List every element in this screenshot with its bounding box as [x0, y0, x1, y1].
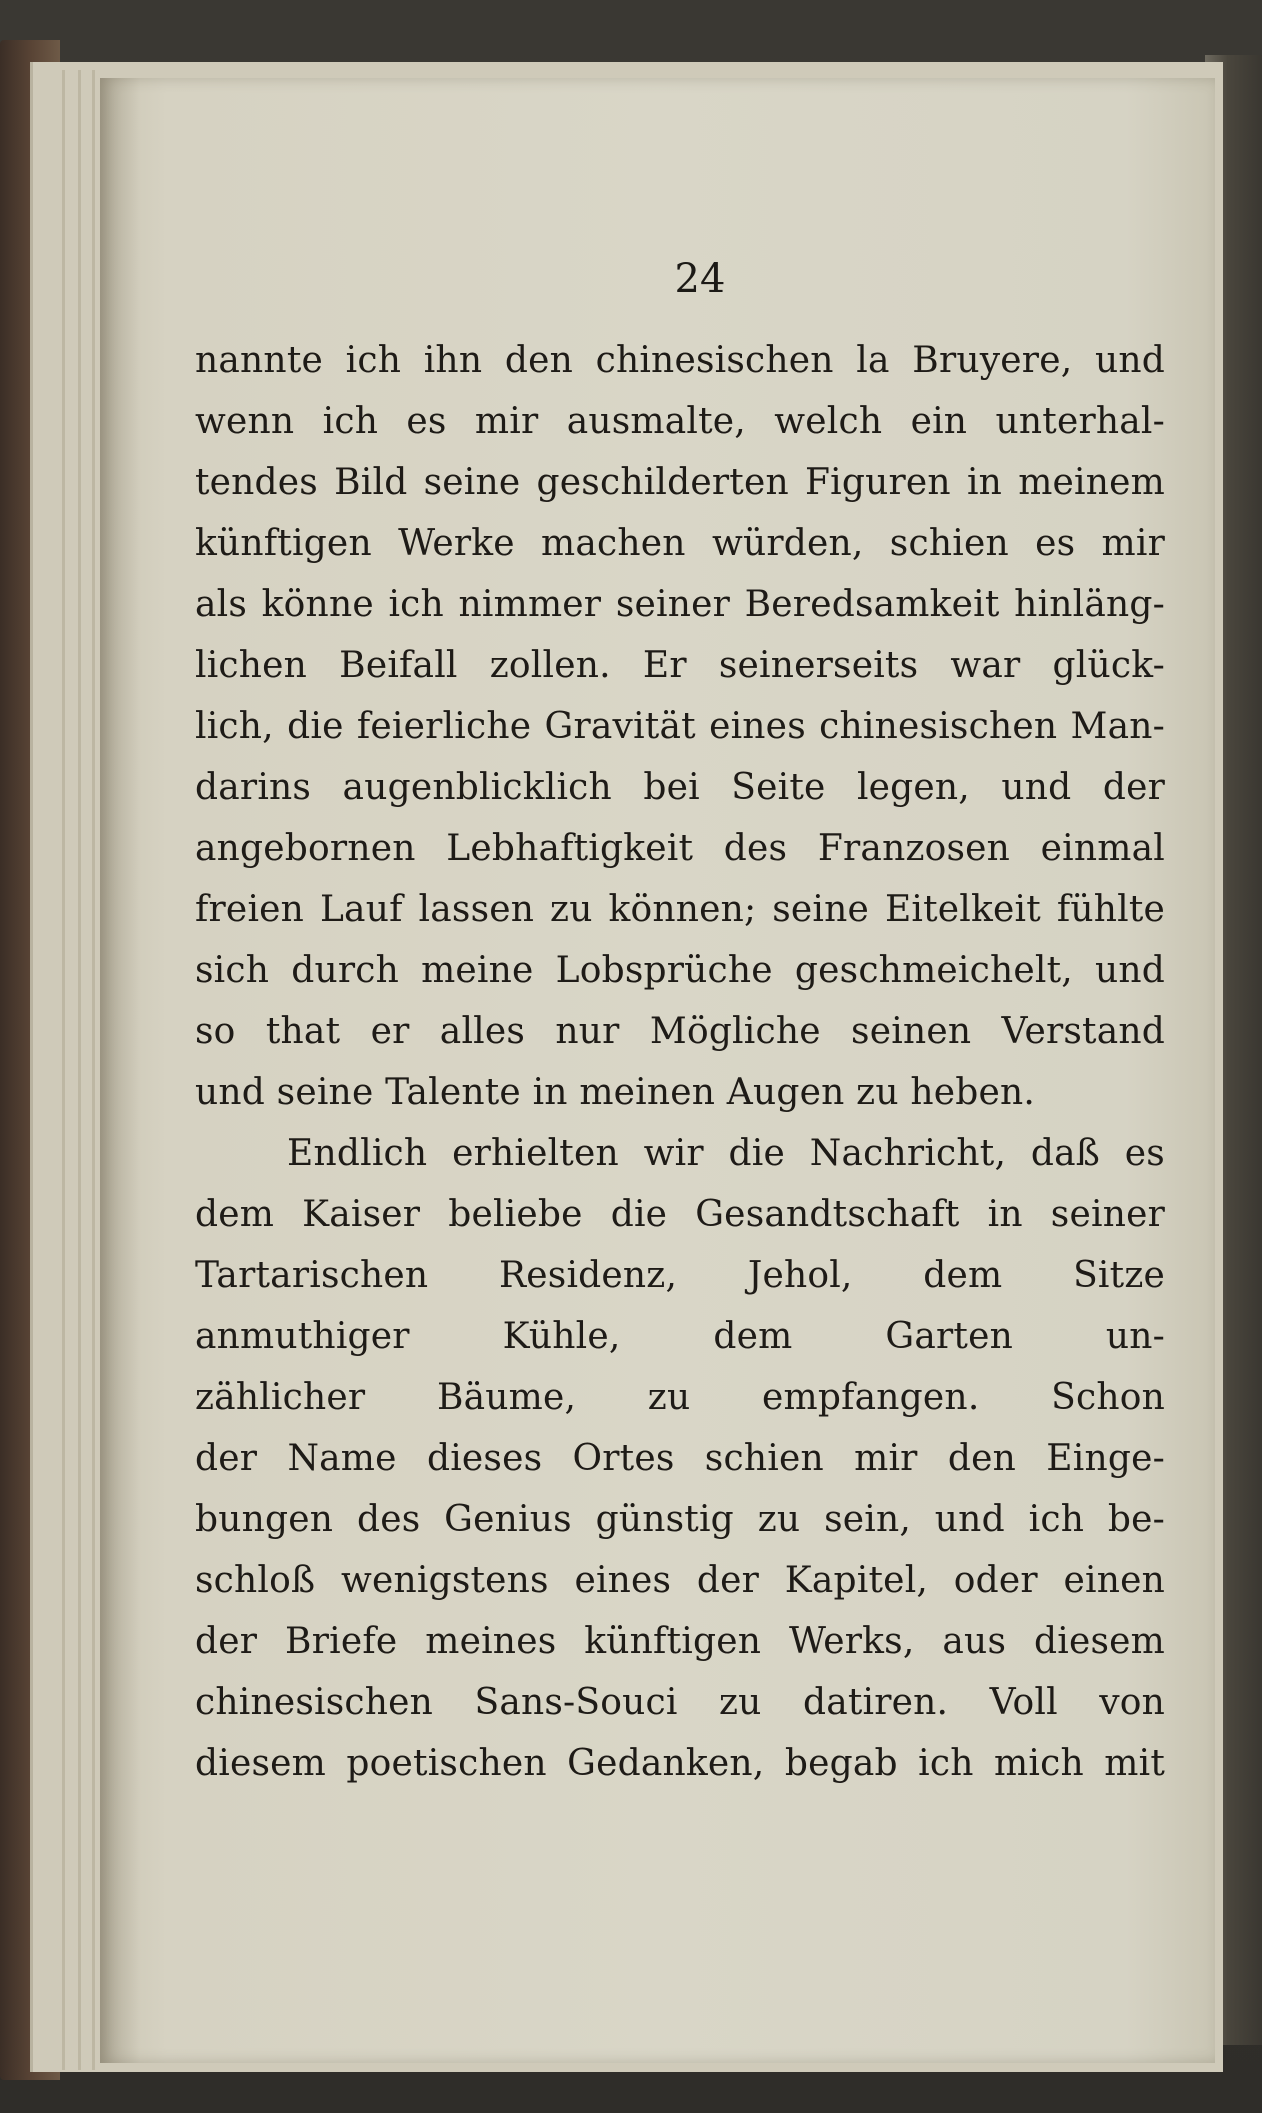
page-edge-line [92, 70, 95, 2070]
text-line: zählicher Bäume, zu empfangen. Schon [195, 1377, 1165, 1418]
text-line: als könne ich nimmer seiner Beredsamkeit hinläng- [195, 584, 1165, 625]
text-line: Tartarischen Residenz, Jehol, dem Sitze [195, 1255, 1165, 1296]
text-line: künftigen Werke machen würden, schien es mir [195, 523, 1165, 564]
text-line: lichen Beifall zollen. Er seinerseits war glück- [195, 645, 1165, 686]
text-line: lich, die feierliche Gravität eines chinesischen Man- [195, 706, 1165, 747]
text-line: wenn ich es mir ausmalte, welch ein unterhal- [195, 401, 1165, 442]
text-line: tendes Bild seine geschilderten Figuren in meinem [195, 462, 1165, 503]
text-line: schloß wenigstens eines der Kapitel, oder einen [195, 1560, 1165, 1601]
text-line: der Name dieses Ortes schien mir den Einge- [195, 1438, 1165, 1479]
text-line: so that er alles nur Mögliche seinen Verstand [195, 1011, 1165, 1052]
text-line: nannte ich ihn den chinesischen la Bruyere, und [195, 340, 1165, 381]
text-line: diesem poetischen Gedanken, begab ich mich mit [195, 1743, 1165, 1784]
text-line: bungen des Genius günstig zu sein, und ich be- [195, 1499, 1165, 1540]
text-line: angebornen Lebhaftigkeit des Franzosen einmal [195, 828, 1165, 869]
text-line: dem Kaiser beliebe die Gesandtschaft in seiner [195, 1194, 1165, 1235]
page-edge-line [62, 70, 65, 2070]
text-line: freien Lauf lassen zu können; seine Eitelkeit fühlte [195, 889, 1165, 930]
text-line: und seine Talente in meinen Augen zu heben. [195, 1072, 1036, 1113]
text-line: darins augenblicklich bei Seite legen, und der [195, 767, 1165, 808]
text-line: anmuthiger Kühle, dem Garten un- [195, 1316, 1165, 1357]
text-line: der Briefe meines künftigen Werks, aus diesem [195, 1621, 1165, 1662]
text-line: chinesischen Sans-Souci zu datiren. Voll von [195, 1682, 1165, 1723]
text-line: Endlich erhielten wir die Nachricht, daß es [287, 1133, 1165, 1174]
binding-shadow [100, 78, 140, 2063]
text-line: sich durch meine Lobsprüche geschmeichelt, und [195, 950, 1165, 991]
body-text [195, 330, 1165, 1794]
page-number: 24 [674, 256, 726, 302]
page-edge-line [78, 70, 81, 2070]
